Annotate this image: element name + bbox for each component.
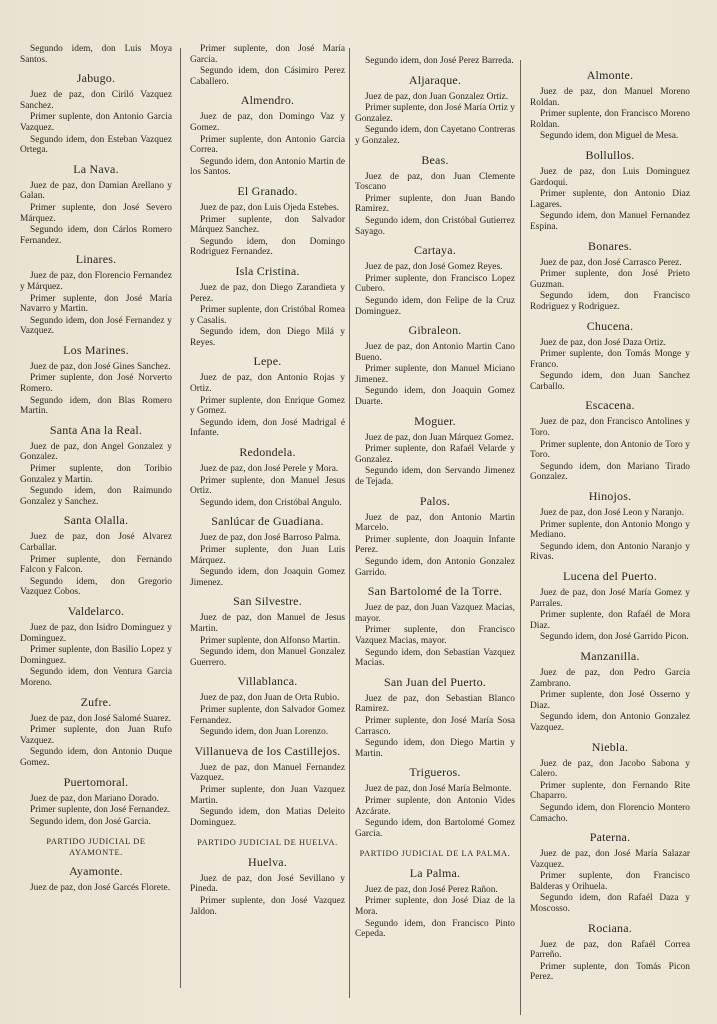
- town-heading: Sanlúcar de Guadiana.: [211, 514, 324, 529]
- appointment-entry: Primer suplente, don Salvador Gomez Fernandez.: [190, 704, 345, 726]
- appointment-entry: Primer suplente, don Basilio Lopez y Dominguez.: [20, 645, 172, 666]
- appointment-entry: Segundo idem, don Mariano Tirado Gonzalez.: [530, 461, 690, 483]
- appointment-entry: Juez de paz, don José María Gomez y Parrales.: [530, 588, 690, 609]
- appointment-entry: Primer suplente, don José Osserno y Diaz.: [530, 690, 690, 711]
- appointment-entry: Primer suplente, don Salvador Márquez Sanchez.: [190, 214, 345, 236]
- appointment-entry: Segundo idem, don Francisco Pinto Cepeda.: [355, 918, 515, 940]
- appointment-entry: Segundo idem, don Blas Romero Martin.: [20, 395, 172, 417]
- town-heading: Lucena del Puerto.: [563, 569, 657, 583]
- town-heading: Villablanca.: [237, 674, 298, 689]
- appointment-entry: Juez de paz, don Juan Vazquez Macias, mayor.: [355, 603, 515, 624]
- appointment-entry: Juez de paz, don Angel Gonzalez y Gonzalez.: [20, 441, 172, 463]
- appointment-entry: Segundo idem, don José Madrigal é Infante.: [190, 417, 345, 439]
- appointment-entry: Segundo idem, don Florencio Montero Camacho.: [530, 802, 690, 824]
- appointment-entry: Primer suplente, don Juan Luis Márquez.: [190, 545, 345, 566]
- appointment-entry: Segundo idem, don Manuel Gonzalez Guerrero.: [190, 647, 345, 668]
- appointment-entry: Primer suplente, don Francisco Lopez Cubero.: [355, 273, 515, 295]
- appointment-entry: Primer suplente, don Francisco Balderas y Orihuela.: [530, 871, 690, 892]
- column-rule: [520, 60, 521, 1015]
- appointment-entry: Primer suplente, don Enrique Gomez y Gomez.: [190, 395, 345, 417]
- appointment-entry: Juez de paz, don Antonio Martin Cano Bueno.: [355, 342, 515, 363]
- appointment-entry: Primer suplente, don Juan Vazquez Martin.: [190, 784, 345, 806]
- appointment-entry: Juez de paz, don Diego Zarandieta y Perez.: [190, 282, 345, 304]
- appointment-entry: Juez de paz, don Manuel Fernandez Vazquez.: [190, 762, 345, 784]
- appointment-entry: Segundo idem, don Domingo Rodriguez Fernandez.: [190, 236, 345, 258]
- town-heading: San Bartolomé de la Torre.: [367, 584, 503, 599]
- appointment-entry: Segundo idem, don José Garcia.: [30, 816, 151, 827]
- appointment-entry: Primer suplente, don Francisco Moreno Roldan.: [530, 109, 690, 130]
- column-rule: [349, 48, 350, 998]
- town-heading: San Juan del Puerto.: [384, 674, 486, 689]
- town-heading: Ayamonte.: [69, 864, 123, 879]
- text-column-3: [355, 56, 515, 941]
- town-heading: Trigueros.: [409, 765, 461, 780]
- appointment-entry: Segundo idem, don Luis Moya Santos.: [20, 44, 172, 65]
- appointment-entry: Primer suplente, don José Prieto Guzman.: [530, 269, 690, 290]
- text-column-1: [20, 44, 172, 895]
- appointment-entry: Juez de paz, don José Sevillano y Pineda.: [190, 873, 345, 895]
- appointment-entry: Juez de paz, don José Perez Rañon.: [365, 884, 498, 895]
- appointment-entry: Primer suplente, don Antonio Garcia Correa.: [190, 134, 345, 156]
- appointment-entry: Segundo idem, don Cárlos Romero Fernandez.: [20, 225, 172, 246]
- appointment-entry: Segundo idem, don José Perez Barreda.: [365, 56, 514, 66]
- appointment-entry: Segundo idem, don Diego Martin y Martin.: [355, 738, 515, 759]
- town-heading: Zufre.: [80, 694, 112, 709]
- appointment-entry: Primer suplente, don José Norverto Romero.: [20, 373, 172, 395]
- appointment-entry: Primer suplente, don Antonio de Toro y Toro.: [530, 439, 690, 461]
- appointment-entry: Juez de paz, don Antonio Rojas y Ortiz.: [190, 373, 345, 395]
- appointment-entry: Juez de paz, don José Perele y Mora.: [200, 464, 339, 475]
- town-heading: Gibraleon.: [408, 323, 462, 338]
- appointment-entry: Primer suplente, don Juan Rufo Vazquez.: [20, 725, 172, 746]
- appointment-entry: Segundo idem, don Esteban Vazquez Ortega.: [20, 134, 172, 156]
- appointment-entry: Juez de paz, don Ciriló Vazquez Sanchez.: [20, 90, 172, 111]
- appointment-entry: Primer suplente, don Manuel Miciano Jimenez.: [355, 364, 515, 385]
- appointment-entry: Primer suplente, don José María Garcia.: [190, 44, 345, 65]
- appointment-entry: Juez de paz, don José Barroso Palma.: [200, 533, 341, 544]
- appointment-entry: Juez de paz, don José Carrasco Perez.: [540, 257, 682, 268]
- appointment-entry: Primer suplente, don Tomás Picon Perez.: [530, 961, 690, 983]
- appointment-entry: Segundo idem, don Antonio Gonzalez Garrido.: [355, 557, 515, 578]
- appointment-entry: Juez de paz, don Jacobo Sabona y Calero.: [530, 758, 690, 780]
- appointment-entry: Segundo idem, don Gregorio Vazquez Cobos.: [20, 576, 172, 598]
- town-heading: Redondela.: [239, 445, 296, 460]
- town-heading: Palos.: [419, 493, 451, 508]
- appointment-entry: Segundo idem, don Antonio Duque Gomez.: [20, 747, 172, 768]
- appointment-entry: Juez de paz, don José María Belmonte.: [365, 784, 512, 795]
- appointment-entry: Primer suplente, don Antonio Diaz Lagares.: [530, 189, 690, 210]
- town-heading: Los Marines.: [63, 342, 129, 357]
- district-heading: PARTIDO JUDICIAL DE LA PALMA.: [359, 849, 511, 859]
- column-rule: [180, 48, 181, 988]
- town-heading: Manzanilla.: [580, 648, 640, 663]
- appointment-entry: Primer suplente, don Francisco Vazquez Macias, mayor.: [355, 625, 515, 646]
- appointment-entry: Primer suplente, don José Severo Márquez.: [20, 202, 172, 224]
- text-column-2: [190, 44, 345, 918]
- appointment-entry: Segundo idem, don Servando Jimenez de Tejada.: [355, 466, 515, 488]
- appointment-entry: Segundo idem, don José Fernandez y Vazquez.: [20, 315, 172, 337]
- town-heading: El Granado.: [237, 183, 298, 198]
- town-heading: Valdelarco.: [67, 603, 125, 618]
- town-heading: Santa Olalla.: [63, 513, 129, 528]
- appointment-entry: Juez de paz, don Manuel de Jesus Martin.: [190, 613, 345, 634]
- appointment-entry: Segundo idem, don Joaquin Gomez Duarte.: [355, 386, 515, 408]
- town-heading: Escacena.: [585, 398, 635, 413]
- appointment-entry: Segundo idem, don Raimundo Gonzalez y Sanchez.: [20, 486, 172, 507]
- town-heading: Beas.: [421, 152, 449, 167]
- town-heading: Almonte.: [586, 68, 634, 82]
- appointment-entry: Juez de paz, don José Gomez Reyes.: [365, 262, 503, 273]
- appointment-entry: Juez de paz, don Luis Ojeda Estebes.: [200, 202, 340, 213]
- town-heading: Isla Cristina.: [235, 263, 300, 278]
- appointment-entry: Juez de paz, don José Salomé Suarez.: [30, 713, 172, 724]
- appointment-entry: Juez de paz, don Sebastian Blanco Ramirez.: [355, 693, 515, 715]
- appointment-entry: Primer suplente, don Juan Bando Ramirez.: [355, 193, 515, 215]
- appointment-entry: Primer suplente, don Fernando Falcon y Falcon.: [20, 554, 172, 576]
- appointment-entry: Segundo idem, don Joaquin Gomez Jimenez.: [190, 567, 345, 588]
- appointment-entry: Juez de paz, don Juan Márquez Gomez.: [365, 432, 514, 443]
- appointment-entry: Segundo idem, don Bartolomé Gomez Garcia.: [355, 818, 515, 839]
- appointment-entry: Juez de paz, don Juan Gonzalez Ortiz.: [365, 91, 509, 102]
- appointment-entry: Segundo idem, don Rafaél Daza y Moscosso.: [530, 893, 690, 915]
- appointment-entry: Primer suplente, don José María Navarro y Martin.: [20, 293, 172, 315]
- appointment-entry: Juez de paz, don Antonio Martin Marcelo.: [355, 512, 515, 534]
- appointment-entry: Juez de paz, don José María Salazar Vazquez.: [530, 849, 690, 870]
- appointment-entry: Primer suplente, don Joaquin Infante Perez.: [355, 534, 515, 556]
- appointment-entry: Segundo idem, don Ventura Garcia Moreno.: [20, 667, 172, 688]
- appointment-entry: Juez de paz, don José Alvarez Carballar.: [20, 532, 172, 553]
- town-heading: Hinojos.: [588, 489, 632, 504]
- town-heading: San Silvestre.: [233, 594, 302, 609]
- appointment-entry: Segundo idem, don Juan Sanchez Carballo.: [530, 371, 690, 392]
- appointment-entry: Segundo idem, don José Garrido Picon.: [540, 632, 689, 643]
- town-heading: Huelva.: [247, 854, 288, 869]
- appointment-entry: Primer suplente, don José Fernandez.: [30, 805, 171, 816]
- appointment-entry: Primer suplente, don José María Ortiz y Gonzalez.: [355, 103, 515, 124]
- town-heading: La Palma.: [409, 865, 461, 880]
- appointment-entry: Primer suplente, don Antonio Mongo y Mediano.: [530, 519, 690, 541]
- town-heading: La Nava.: [73, 161, 119, 176]
- appointment-entry: Primer suplente, don Antonio Vides Azcárate.: [355, 795, 515, 817]
- appointment-entry: Primer suplente, don Antonio Garcia Vazquez.: [20, 112, 172, 133]
- appointment-entry: Juez de paz, don Domingo Vaz y Gomez.: [190, 112, 345, 133]
- town-heading: Rociana.: [588, 920, 632, 935]
- appointment-entry: Juez de paz, don José Daza Ortiz.: [540, 337, 666, 348]
- town-heading: Moguer.: [414, 413, 456, 428]
- appointment-entry: Primer suplente, don Cristóbal Romea y Casalis.: [190, 305, 345, 326]
- town-heading: Bonares.: [588, 238, 632, 253]
- appointment-entry: Segundo idem, don Cásimiro Perez Caballero.: [190, 66, 345, 87]
- town-heading: Lepe.: [253, 354, 282, 369]
- town-heading: Puertomoral.: [63, 774, 129, 789]
- appointment-entry: Primer suplente, don Toribio Gonzalez y Martin.: [20, 464, 172, 485]
- town-heading: Almendro.: [240, 93, 295, 108]
- town-heading: Aljaraque.: [408, 72, 462, 87]
- appointment-entry: Juez de paz, don Manuel Moreno Roldan.: [530, 87, 690, 108]
- appointment-entry: Segundo idem, don Cayetano Contreras y Gonzalez.: [355, 125, 515, 146]
- appointment-entry: Primer suplente, don Alfonso Martin.: [200, 635, 341, 646]
- appointment-entry: Segundo idem, don Antonio Gonzalez Vazquez.: [530, 712, 690, 733]
- district-heading: PARTIDO JUDICIAL DE AYAMONTE.: [46, 837, 146, 857]
- appointment-entry: Primer suplente, don José Diaz de la Mora.: [355, 896, 515, 918]
- appointment-entry: Juez de paz, don José Garcés Florete.: [30, 883, 171, 894]
- appointment-entry: Juez de paz, don Mariano Dorado.: [30, 793, 159, 804]
- appointment-entry: Segundo idem, don Cristóbal Gutierrez Sayago.: [355, 215, 515, 237]
- town-heading: Linares.: [75, 252, 117, 267]
- town-heading: Santa Ana la Real.: [49, 422, 143, 437]
- appointment-entry: Juez de paz, don Juan de Orta Rubio.: [200, 693, 340, 704]
- appointment-entry: Segundo idem, don Cristóbal Angulo.: [200, 497, 342, 508]
- town-heading: Bollullos.: [585, 147, 635, 162]
- appointment-entry: Segundo idem, don Matias Deleito Dominguez.: [190, 807, 345, 828]
- appointment-entry: Primer suplente, don José Vazquez Jaldon.: [190, 896, 345, 917]
- appointment-entry: Juez de paz, don Pedro Garcia Zambrano.: [530, 667, 690, 689]
- appointment-entry: Primer suplente, don Rafaél de Mora Diaz.: [530, 610, 690, 631]
- town-heading: Cartaya.: [414, 243, 456, 258]
- appointment-entry: Segundo idem, don Francisco Rodriguez y Rodriguez.: [530, 291, 690, 312]
- town-heading: Villanueva de los Castillejos.: [194, 743, 341, 758]
- appointment-entry: Primer suplente, don Manuel Jesus Ortiz.: [190, 475, 345, 497]
- appointment-entry: Juez de paz, don José Gines Sanchez.: [30, 361, 171, 372]
- appointment-entry: Segundo idem, don Antonio Martin de los Santos.: [190, 156, 345, 178]
- town-heading: Jabugo.: [76, 71, 116, 86]
- town-heading: Chucena.: [586, 318, 634, 333]
- text-column-4: [530, 62, 690, 984]
- appointment-entry: Segundo idem, don Juan Lorenzo.: [200, 727, 329, 738]
- appointment-entry: Primer suplente, don Rafaél Velarde y Gonzalez.: [355, 444, 515, 465]
- appointment-entry: Primer suplente, don José María Sosa Carrasco.: [355, 715, 515, 737]
- appointment-entry: Juez de paz, don Florencio Fernandez y Márquez.: [20, 271, 172, 292]
- appointment-entry: Segundo idem, don Felipe de la Cruz Dominguez.: [355, 295, 515, 317]
- appointment-entry: Segundo idem, don Sebastian Vazquez Macias.: [355, 647, 515, 669]
- appointment-entry: Juez de paz, don Luis Dominguez Gardoqui.: [530, 166, 690, 188]
- appointment-entry: Juez de paz, don Rafaél Correa Parreño.: [530, 939, 690, 961]
- appointment-entry: Juez de paz, don Damian Arellano y Galan.: [20, 180, 172, 202]
- appointment-entry: Juez de paz, don José Leon y Naranjo.: [540, 508, 684, 519]
- appointment-entry: Segundo idem, don Antonio Naranjo y Rivas.: [530, 541, 690, 563]
- appointment-entry: Segundo idem, don Diego Milá y Reyes.: [190, 327, 345, 348]
- town-heading: Niebla.: [591, 739, 629, 754]
- town-heading: Paterna.: [589, 830, 631, 845]
- district-heading: PARTIDO JUDICIAL DE HUELVA.: [197, 838, 338, 848]
- appointment-entry: Juez de paz, don Juan Clemente Toscano: [355, 171, 515, 193]
- appointment-entry: Segundo idem, don Miguel de Mesa.: [540, 131, 679, 142]
- appointment-entry: Segundo idem, don Manuel Fernandez Espina.: [530, 211, 690, 232]
- appointment-entry: Primer suplente, don Fernando Rite Chaparro.: [530, 780, 690, 802]
- appointment-entry: Juez de paz, don Isidro Dominguez y Dominguez.: [20, 622, 172, 644]
- appointment-entry: Juez de paz, don Francisco Antolines y Toro.: [530, 417, 690, 439]
- appointment-entry: Primer suplente, don Tomás Monge y Franco.: [530, 349, 690, 370]
